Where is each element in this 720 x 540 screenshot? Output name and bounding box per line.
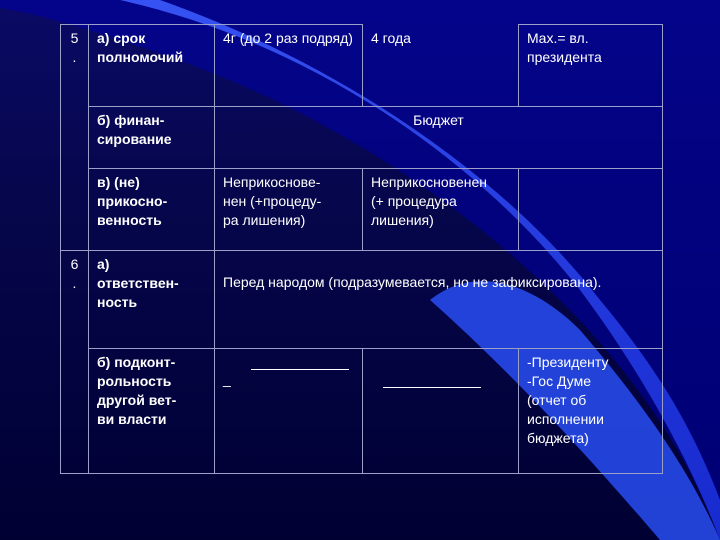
table-row <box>61 169 663 251</box>
cell-immunity-3 <box>519 169 663 251</box>
table-row <box>61 349 663 474</box>
cell-oversight-note: -Президенту -Гос Думе (отчет об исполнении бюджета) <box>519 349 663 474</box>
row-number-5-end <box>61 169 89 251</box>
label-immunity: в) (не) прикосно- венность <box>89 169 215 251</box>
row-number-5-cont <box>61 107 89 169</box>
cell-term-russia: 4 года <box>363 25 519 107</box>
comparison-table <box>60 24 663 474</box>
blank-line <box>251 355 349 370</box>
cell-oversight-2 <box>363 349 519 474</box>
cell-term-ukraine: 4г (до 2 раз подряд) <box>215 25 363 107</box>
table-row <box>61 107 663 169</box>
cell-budget: Бюджет <box>215 107 663 169</box>
cell-oversight-1 <box>215 349 363 474</box>
label-financing: б) финан- сирование <box>89 107 215 169</box>
cell-responsibility: Перед народом (подразумевается, но не зафиксирована). <box>215 251 663 349</box>
cell-immunity-2: Неприкосновенен (+ процедура лишения) <box>363 169 519 251</box>
table-row <box>61 25 663 107</box>
cell-term-note: Max.= вл. президента <box>519 25 663 107</box>
dash-prefix: _ <box>223 371 231 387</box>
row-number-5: 5 . <box>61 25 89 107</box>
row-number-6: 6 . <box>61 251 89 349</box>
cell-immunity-1: Неприкоснове- нен (+процеду- ра лишения) <box>215 169 363 251</box>
label-oversight: б) подконт- рольность другой вет- ви власти <box>89 349 215 474</box>
label-responsibility: а) ответствен- ность <box>89 251 215 349</box>
table-row <box>61 251 663 349</box>
blank-line <box>383 373 481 388</box>
row-number-6-cont <box>61 349 89 474</box>
label-term-of-office: а) срок полномочий <box>89 25 215 107</box>
